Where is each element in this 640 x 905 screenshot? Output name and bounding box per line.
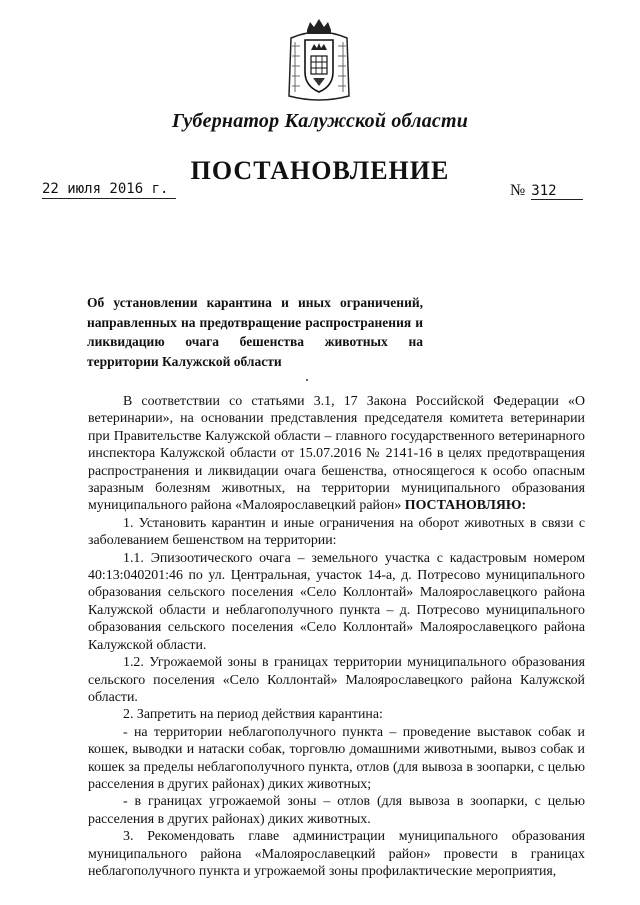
paragraph-2-b: - в границах угрожаемой зоны – отлов (для вывоза в зоопарки, с целью расселения в других районах) диких животных. bbox=[88, 794, 585, 827]
resolve-word: ПОСТАНОВЛЯЮ: bbox=[404, 498, 527, 514]
preamble-paragraph bbox=[88, 393, 585, 515]
issuer-title: Губернатор Калужской области bbox=[171, 110, 469, 132]
paragraph-2-a: - на территории неблагополучного пункта – проведение выставок собак и кошек, выводки и натаски собак, торговлю домашними животными, вывоз собак и кошек за пределы неблагополучного пункта, отлов (для вывоза в зоопарки, с целью расселения в других районах) диких животных; bbox=[88, 724, 585, 792]
paragraph-3: 3. Рекомендовать главе администрации муниципального образования муниципального района «Малоярославецкий район» провести в границах неблагополучного пункта и угрожаемой зоны профилактические мероприятия, bbox=[88, 829, 585, 879]
paragraph-1-2: 1.2. Угрожаемой зоны в границах территории муниципального образования сельского поселения «Село Коллонтай» Малоярославецкого района Калужской области. bbox=[88, 655, 585, 705]
preamble-text: В соответствии со статьями 3.1, 17 Закона Российской Федерации «О ветеринарии», на основании представления председателя комитета ветеринарии при Правительстве Калужской области – главного государственного ветеринарного инспектора Калужской области от 15.07.2016 № 2141-16 в целях предотвращения распространения и ликвидации очага бешенства, относящегося к особо опасным заразным болезням животных, на территории муниципального образования муниципального района «Малоярославецкий район» bbox=[88, 394, 585, 514]
number-value: 312 bbox=[531, 183, 583, 200]
paragraph-2: 2. Запретить на период действия карантина: bbox=[123, 707, 383, 723]
document-subject: Об установлении карантина и иных ограничений, направленных на предотвращение распространения и ликвидацию очага бешенства животных на территории Калужской области bbox=[87, 295, 423, 369]
document-type-title: ПОСТАНОВЛЕНИЕ bbox=[190, 156, 450, 185]
paragraph-1: 1. Установить карантин и иные ограничения на оборот животных в связи с заболеванием бешенством на территории: bbox=[88, 515, 585, 549]
document-body bbox=[88, 393, 585, 880]
document-date: 22 июля 2016 г. bbox=[42, 181, 176, 199]
number-label: № bbox=[510, 182, 526, 199]
document-number bbox=[510, 182, 583, 200]
coat-of-arms-icon bbox=[283, 16, 355, 104]
paragraph-1-1: 1.1. Эпизоотического очага – земельного участка с кадастровым номером 40:13:040201:46 по ул. Центральная, участок 14-а, д. Потресово муниципального образования сельского поселения «Село Коллонтай» Малоярославецкого района Калужской области и неблагополучного пункта – д. Потресово муниципального образования сельского поселения «Село Коллонтай» Малоярославецкого района Калужской области. bbox=[88, 550, 585, 653]
stray-mark bbox=[306, 379, 308, 381]
